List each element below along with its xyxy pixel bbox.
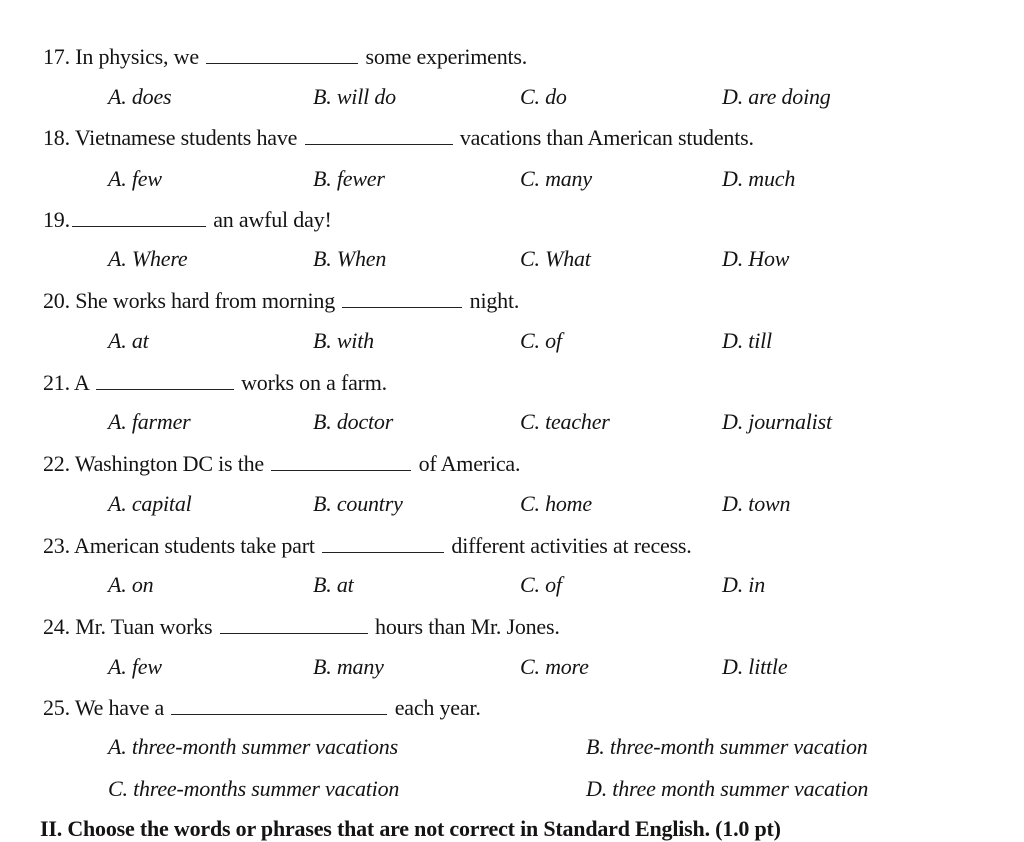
option-d: D. are doing — [722, 84, 831, 109]
option-b: B. country — [313, 491, 403, 516]
question-17 — [43, 43, 527, 70]
question-stem-start: A — [74, 370, 89, 395]
answer-blank — [171, 694, 387, 715]
option-b: B. at — [313, 572, 354, 597]
option-c: C. of — [520, 328, 562, 353]
option-d: D. town — [722, 491, 791, 516]
question-number: 19. — [43, 207, 70, 232]
option-b: B. When — [313, 246, 387, 271]
question-stem-end: hours than Mr. Jones. — [375, 614, 560, 639]
option-a: A. farmer — [108, 409, 191, 434]
question-18 — [43, 124, 754, 151]
answer-blank — [322, 532, 444, 553]
answer-blank — [96, 369, 234, 390]
option-c: C. more — [520, 654, 589, 679]
question-stem-start: American students take part — [74, 533, 315, 558]
question-21 — [43, 369, 387, 396]
answer-blank — [342, 287, 462, 308]
option-b: B. doctor — [313, 409, 394, 434]
option-c: C. three-months summer vacation — [108, 776, 400, 801]
option-c: C. What — [520, 246, 591, 271]
option-b: B. fewer — [313, 166, 385, 191]
option-a: A. three-month summer vacations — [108, 734, 398, 759]
question-number: 17. — [43, 44, 70, 69]
question-stem-start: We have a — [74, 695, 165, 720]
question-stem-start: In physics, we — [75, 44, 199, 69]
option-d: D. much — [722, 166, 796, 191]
question-stem-end: of America. — [418, 451, 521, 476]
question-number: 25. — [43, 695, 70, 720]
question-stem-end: an awful day! — [213, 207, 332, 232]
option-b: B. will do — [313, 84, 396, 109]
question-stem-end: different activities at recess. — [451, 533, 692, 558]
answer-blank — [220, 613, 368, 634]
answer-blank — [305, 124, 453, 145]
option-a: A. capital — [108, 491, 192, 516]
option-b: B. with — [313, 328, 374, 353]
option-d: D. three month summer vacation — [586, 776, 869, 801]
option-d: D. journalist — [722, 409, 832, 434]
question-25 — [43, 694, 481, 721]
question-number: 22. — [43, 451, 70, 476]
option-a: A. does — [108, 84, 172, 109]
option-c: C. home — [520, 491, 592, 516]
answer-blank — [271, 450, 411, 471]
question-22 — [43, 450, 520, 477]
question-23 — [43, 532, 692, 559]
question-stem-start: Washington DC is the — [74, 451, 264, 476]
question-stem-end: vacations than American students. — [459, 125, 754, 150]
answer-blank — [72, 206, 206, 227]
option-d: D. little — [722, 654, 788, 679]
option-b: B. many — [313, 654, 384, 679]
question-number: 24. — [43, 614, 70, 639]
question-19 — [43, 206, 332, 233]
question-stem-end: works on a farm. — [241, 370, 387, 395]
question-stem-end: night. — [469, 288, 520, 313]
option-a: A. Where — [108, 246, 188, 271]
question-stem-end: each year. — [394, 695, 481, 720]
question-20 — [43, 287, 519, 314]
question-number: 21. — [43, 370, 70, 395]
option-c: C. teacher — [520, 409, 610, 434]
question-number: 18. — [43, 125, 70, 150]
option-a: A. on — [108, 572, 154, 597]
question-24 — [43, 613, 560, 640]
question-stem-start: Mr. Tuan works — [75, 614, 213, 639]
option-a: A. few — [108, 654, 162, 679]
question-stem-start: Vietnamese students have — [74, 125, 298, 150]
question-number: 23. — [43, 533, 70, 558]
option-d: D. in — [722, 572, 766, 597]
option-c: C. of — [520, 572, 562, 597]
option-a: A. at — [108, 328, 149, 353]
section-heading: II. Choose the words or phrases that are not correct in Standard English. (1.0 pt) — [40, 816, 781, 841]
option-c: C. many — [520, 166, 592, 191]
option-d: D. How — [722, 246, 790, 271]
option-c: C. do — [520, 84, 567, 109]
option-d: D. till — [722, 328, 772, 353]
option-b: B. three-month summer vacation — [586, 734, 868, 759]
question-stem-end: some experiments. — [365, 44, 528, 69]
answer-blank — [206, 43, 358, 64]
question-number: 20. — [43, 288, 70, 313]
option-a: A. few — [108, 166, 162, 191]
question-stem-start: She works hard from morning — [75, 288, 336, 313]
